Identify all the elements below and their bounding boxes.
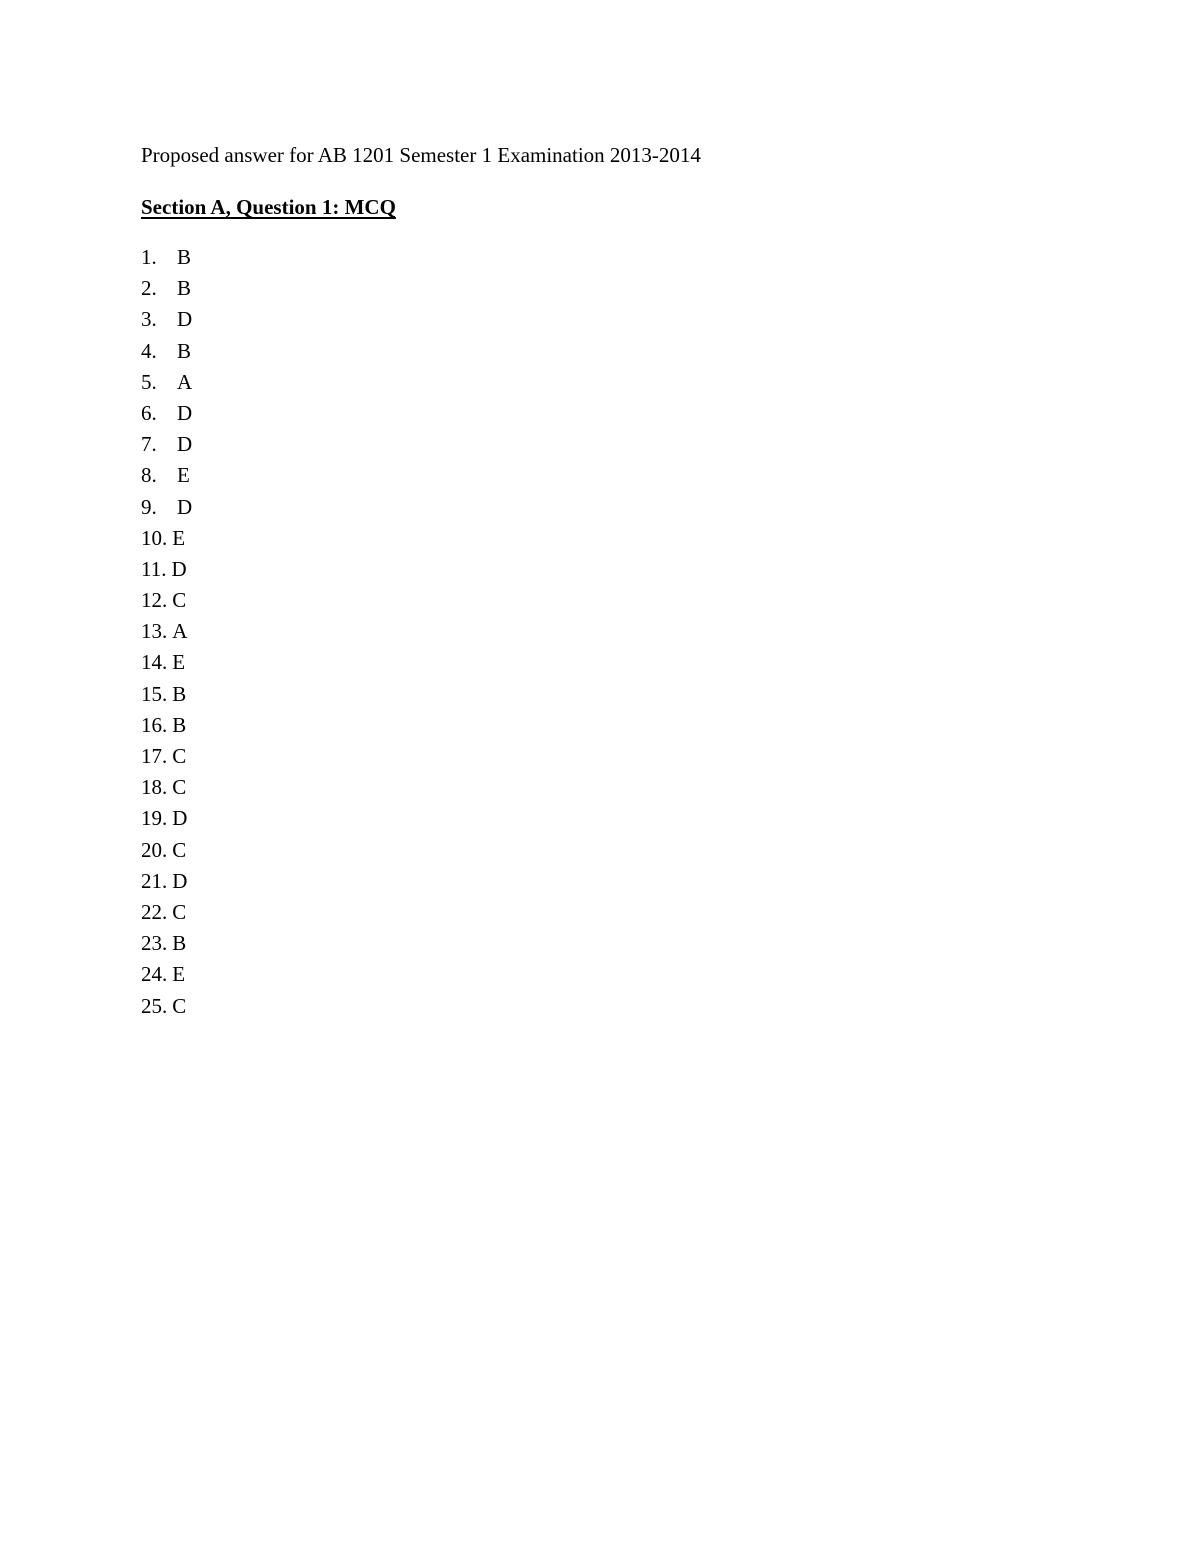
answer-number: 23.	[141, 931, 168, 956]
answer-letter: C	[172, 993, 187, 1018]
answer-number: 3.	[141, 307, 157, 332]
answer-letter: D	[172, 868, 188, 893]
answer-item	[141, 336, 192, 367]
answer-item	[141, 398, 192, 429]
answer-number: 2.	[141, 276, 157, 301]
answer-number: 9.	[141, 494, 157, 519]
answer-number: 7.	[141, 432, 157, 457]
answer-letter: C	[172, 744, 187, 768]
answer-number: 18.	[141, 775, 168, 800]
answer-number: 5.	[141, 369, 157, 394]
answer-number: 21.	[141, 868, 168, 893]
answer-letter: C	[172, 837, 187, 862]
answer-letter: D	[177, 400, 193, 425]
answer-letter: C	[172, 588, 187, 613]
answer-letter: E	[172, 962, 186, 987]
answer-item	[141, 835, 192, 866]
answer-number: 15.	[141, 681, 168, 706]
answer-number: 1.	[141, 245, 157, 269]
answer-item	[141, 710, 192, 741]
answer-letter: D	[172, 806, 188, 831]
answer-letter: B	[177, 338, 192, 363]
answer-item	[141, 803, 192, 834]
answer-number: 17.	[141, 744, 168, 768]
answer-item	[141, 928, 192, 959]
answer-item	[141, 460, 192, 491]
answer-item	[141, 304, 192, 335]
answer-item	[141, 772, 192, 803]
answer-letter: A	[172, 619, 188, 644]
answer-number: 4.	[141, 338, 157, 363]
document-title: Proposed answer for AB 1201 Semester 1 Examination 2013-2014	[141, 143, 701, 167]
answer-number: 11.	[141, 556, 167, 581]
answer-item	[141, 959, 192, 990]
answer-item	[141, 554, 192, 585]
answer-letter: A	[177, 369, 193, 394]
answer-number: 22.	[141, 899, 168, 924]
answer-item	[141, 429, 192, 460]
answer-letter: D	[171, 556, 187, 581]
answer-list	[141, 242, 192, 1022]
answer-item	[141, 616, 192, 647]
answer-item	[141, 741, 192, 772]
answer-letter: E	[172, 525, 186, 550]
answer-item	[141, 647, 192, 678]
answer-number: 20.	[141, 837, 168, 862]
answer-number: 6.	[141, 400, 157, 425]
answer-number: 19.	[141, 806, 168, 831]
answer-letter: D	[177, 494, 193, 519]
answer-letter: D	[177, 307, 193, 332]
answer-item	[141, 897, 192, 928]
answer-item	[141, 273, 192, 304]
answer-letter: B	[177, 276, 192, 301]
answer-number: 25.	[141, 993, 168, 1018]
answer-letter: C	[172, 899, 187, 924]
answer-number: 16.	[141, 712, 168, 737]
answer-item	[141, 492, 192, 523]
answer-letter: B	[172, 712, 187, 737]
answer-letter: B	[172, 931, 187, 956]
answer-item	[141, 585, 192, 616]
answer-letter: C	[172, 775, 187, 800]
answer-item	[141, 523, 192, 554]
answer-item	[141, 367, 192, 398]
answer-letter: E	[172, 650, 186, 675]
answer-number: 8.	[141, 463, 157, 488]
answer-item	[141, 679, 192, 710]
answer-letter: B	[177, 245, 192, 269]
section-heading: Section A, Question 1: MCQ	[141, 195, 396, 219]
answer-number: 24.	[141, 962, 168, 987]
answer-number: 10.	[141, 525, 168, 550]
answer-letter: E	[177, 463, 190, 488]
answer-letter: B	[172, 681, 187, 706]
answer-number: 14.	[141, 650, 168, 675]
answer-letter: D	[177, 432, 193, 457]
answer-item	[141, 866, 192, 897]
answer-item	[141, 991, 192, 1022]
answer-number: 12.	[141, 588, 168, 613]
answer-number: 13.	[141, 619, 168, 644]
answer-item	[141, 242, 192, 273]
